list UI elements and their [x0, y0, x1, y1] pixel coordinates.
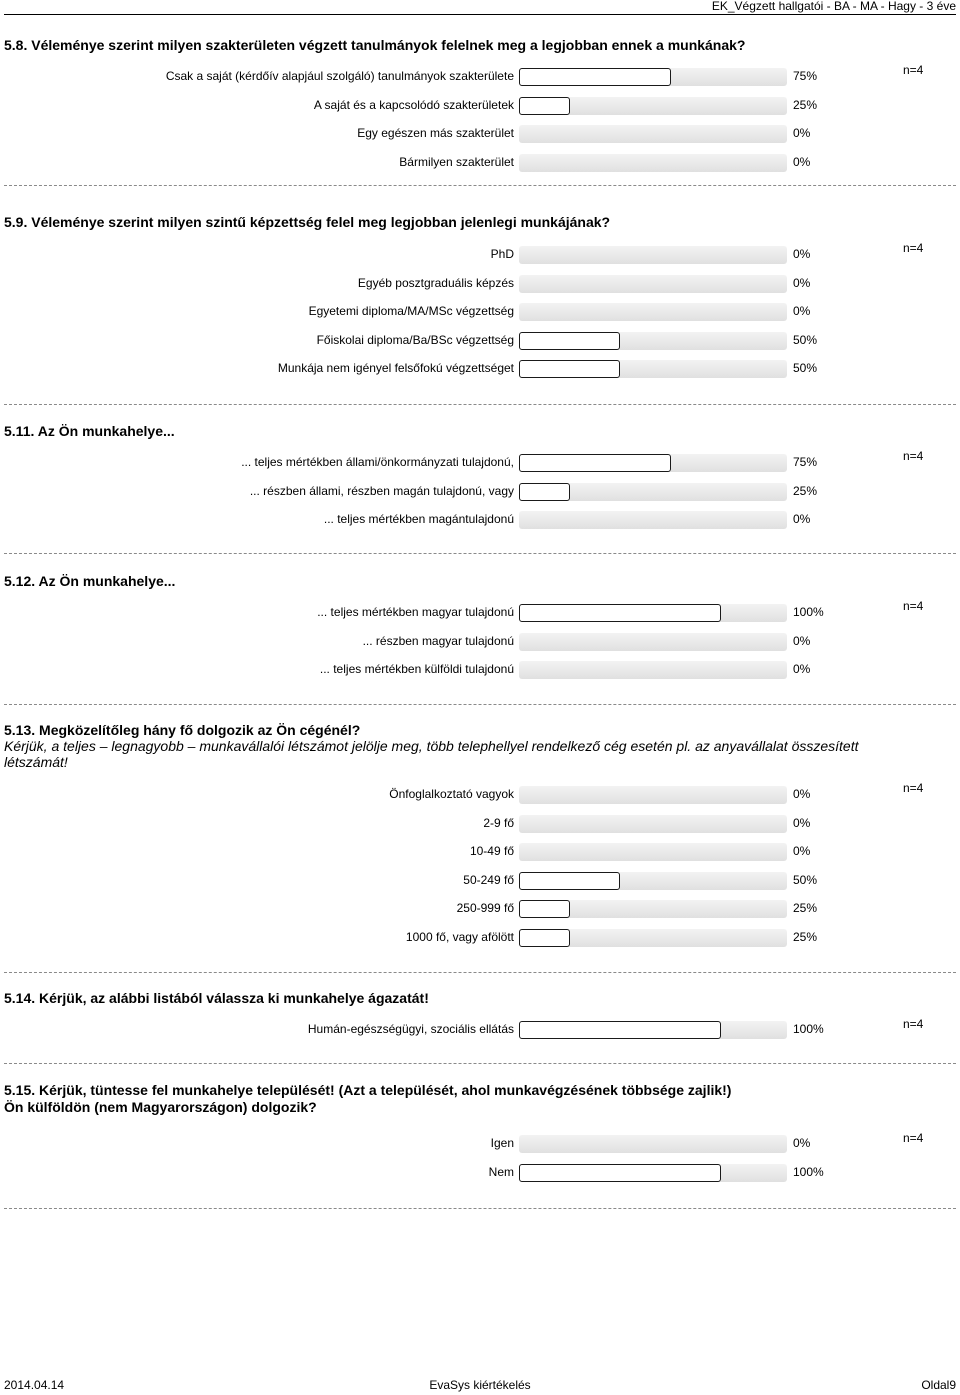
percentage-value: 25%	[793, 483, 818, 498]
section-divider	[4, 1208, 956, 1209]
percentage-value: 100%	[793, 1022, 824, 1036]
percentage-value: 50%	[793, 332, 818, 347]
percentage-bar-track	[519, 360, 787, 378]
answer-option-label: 50-249 fő	[463, 872, 514, 887]
percentage-bar-fill	[519, 1164, 721, 1182]
answer-option-label: Egy egészen más szakterület	[357, 126, 514, 141]
percentage-value: 0%	[793, 787, 811, 801]
percentage-bar-track	[519, 815, 787, 833]
percentage-bar-fill	[519, 332, 620, 350]
answer-option-label: ... teljes mértékben állami/önkormányzati tulajdonú,	[241, 455, 514, 469]
percentage-bar-fill	[519, 604, 721, 622]
percentage-bar-track	[519, 1135, 787, 1153]
response-count: n=4	[903, 241, 924, 255]
answer-option-label: Humán-egészségügyi, szociális ellátás	[307, 1022, 514, 1036]
percentage-bar-fill	[519, 900, 570, 918]
percentage-value: 50%	[793, 872, 818, 887]
section-divider	[4, 185, 956, 186]
percentage-bar-track	[519, 1021, 787, 1039]
answer-option-label: ... teljes mértékben külföldi tulajdonú	[319, 662, 514, 677]
answer-option-label: Egyetemi diploma/MA/MSc végzettség	[308, 304, 514, 319]
percentage-bar-fill	[519, 360, 620, 378]
percentage-value: 25%	[793, 930, 818, 944]
section-divider	[4, 553, 956, 554]
question-title: 5.9. Véleménye szerint milyen szintű képzettség felel meg legjobban jelenlegi munkájának?	[4, 214, 611, 230]
percentage-bar-fill	[519, 454, 671, 472]
question-title: 5.12. Az Ön munkahelye...	[4, 573, 176, 589]
response-count: n=4	[903, 781, 924, 795]
question-title: 5.8. Véleménye szerint milyen szakterületen végzett tanulmányok felelnek meg a legjobban ennek a munkának?	[4, 37, 746, 53]
percentage-bar-track	[519, 633, 787, 651]
answer-option-label: ... teljes mértékben magyar tulajdonú	[317, 605, 514, 619]
percentage-bar-track	[519, 843, 787, 861]
percentage-bar-track	[519, 604, 787, 622]
percentage-bar-fill	[519, 68, 671, 86]
answer-option-label: ... részben magyar tulajdonú	[362, 633, 514, 648]
percentage-value: 0%	[793, 304, 811, 319]
section-divider	[4, 404, 956, 405]
answer-option-label: 2-9 fő	[483, 815, 514, 830]
question-title: 5.14. Kérjük, az alábbi listából válassza ki munkahelye ágazatát!	[4, 990, 429, 1006]
percentage-bar-track	[519, 275, 787, 293]
response-count: n=4	[903, 599, 924, 613]
question-title: 5.13. Megközelítőleg hány fő dolgozik az Ön cégénél?	[4, 722, 361, 738]
percentage-bar-track	[519, 483, 787, 501]
document-header-title: EK_Végzett hallgatói - BA - MA - Hagy - 3 éve	[711, 0, 956, 13]
percentage-bar-track	[519, 68, 787, 86]
question-instruction: Kérjük, a teljes – legnagyobb – munkavállalói létszámot jelölje meg, több telephellyel rendelkező cég esetén pl. az anyavállalat összesített létszámát!	[4, 738, 859, 770]
percentage-bar-track	[519, 900, 787, 918]
percentage-value: 75%	[793, 69, 818, 83]
percentage-bar-track	[519, 454, 787, 472]
answer-option-label: Nem	[488, 1164, 514, 1179]
answer-option-label: 250-999 fő	[456, 901, 514, 916]
percentage-value: 0%	[793, 154, 811, 169]
answer-option-label: A saját és a kapcsolódó szakterületek	[313, 97, 514, 112]
question-title-line-2: Ön külföldön (nem Magyarországon) dolgozik?	[4, 1099, 317, 1115]
answer-option-label: Önfoglalkoztató vagyok	[389, 787, 514, 801]
response-count: n=4	[903, 449, 924, 463]
percentage-value: 50%	[793, 361, 818, 376]
answer-option-label: Bármilyen szakterület	[399, 154, 514, 169]
section-divider	[4, 972, 956, 973]
percentage-value: 100%	[793, 605, 824, 619]
percentage-bar-fill	[519, 872, 620, 890]
percentage-value: 100%	[793, 1164, 824, 1179]
percentage-value: 0%	[793, 512, 811, 527]
section-divider	[4, 1063, 956, 1064]
question-title: 5.15. Kérjük, tüntesse fel munkahelye települését! (Azt a települését, ahol munkavégzésének többsége zajlik!)	[4, 1082, 732, 1098]
footer-center-text: EvaSys kiértékelés	[429, 1378, 531, 1392]
response-count: n=4	[903, 1017, 924, 1031]
percentage-bar-track	[519, 929, 787, 947]
answer-option-label: Csak a saját (kérdőív alapjául szolgáló) tanulmányok szakterülete	[165, 69, 514, 83]
percentage-bar-fill	[519, 929, 570, 947]
percentage-bar-track	[519, 303, 787, 321]
percentage-bar-track	[519, 661, 787, 679]
header-rule	[4, 14, 956, 15]
percentage-value: 0%	[793, 633, 811, 648]
percentage-bar-track	[519, 511, 787, 529]
answer-option-label: Egyéb posztgraduális képzés	[357, 275, 514, 290]
answer-option-label: 10-49 fő	[469, 844, 514, 859]
footer-date: 2014.04.14	[4, 1378, 65, 1392]
percentage-value: 0%	[793, 126, 811, 141]
response-count: n=4	[903, 1131, 924, 1145]
answer-option-label: ... teljes mértékben magántulajdonú	[323, 512, 514, 527]
percentage-bar-fill	[519, 97, 570, 115]
answer-option-label: 1000 fő, vagy afölött	[405, 930, 514, 944]
percentage-bar-track	[519, 125, 787, 143]
percentage-value: 25%	[793, 901, 818, 916]
percentage-value: 0%	[793, 1136, 811, 1150]
percentage-value: 0%	[793, 247, 811, 261]
percentage-bar-track	[519, 97, 787, 115]
answer-option-label: Főiskolai diploma/Ba/BSc végzettség	[316, 332, 514, 347]
percentage-bar-track	[519, 332, 787, 350]
footer-page-number: Oldal9	[921, 1378, 956, 1392]
percentage-value: 0%	[793, 275, 811, 290]
percentage-bar-track	[519, 154, 787, 172]
percentage-value: 0%	[793, 815, 811, 830]
percentage-bar-fill	[519, 483, 570, 501]
answer-option-label: Igen	[490, 1136, 514, 1150]
answer-option-label: PhD	[490, 247, 514, 261]
percentage-bar-track	[519, 786, 787, 804]
percentage-bar-track	[519, 1164, 787, 1182]
percentage-bar-fill	[519, 1021, 721, 1039]
answer-option-label: ... részben állami, részben magán tulajdonú, vagy	[249, 483, 514, 498]
question-title: 5.11. Az Ön munkahelye...	[4, 423, 175, 439]
percentage-value: 75%	[793, 455, 818, 469]
response-count: n=4	[903, 63, 924, 77]
answer-option-label: Munkája nem igényel felsőfokú végzettséget	[277, 361, 514, 376]
percentage-value: 0%	[793, 662, 811, 677]
percentage-value: 25%	[793, 97, 818, 112]
percentage-value: 0%	[793, 844, 811, 859]
percentage-bar-track	[519, 246, 787, 264]
percentage-bar-track	[519, 872, 787, 890]
section-divider	[4, 704, 956, 705]
